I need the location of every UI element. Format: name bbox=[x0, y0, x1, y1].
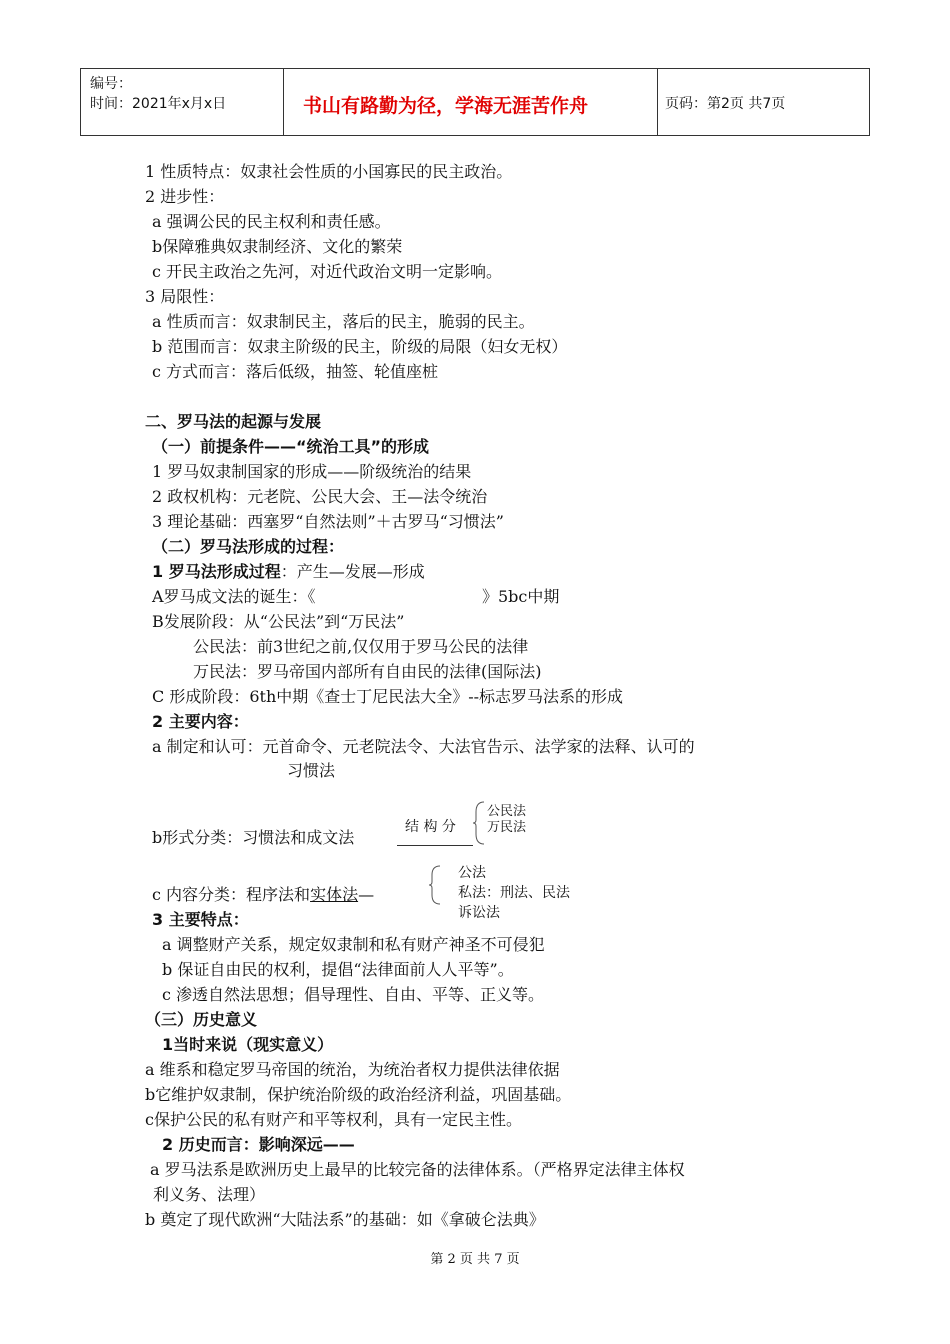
text-regular: c 内容分类：程序法和 bbox=[152, 885, 311, 904]
text-line: B发展阶段：从“公民法”到“万民法” bbox=[152, 612, 405, 631]
text-line: a 调整财产关系，规定奴隶制和私有财产神圣不可侵犯 bbox=[162, 935, 545, 954]
text-line: 3 理论基础：西塞罗“自然法则”＋古罗马“习惯法” bbox=[152, 512, 504, 531]
text-line: a 性质而言：奴隶制民主，落后的民主，脆弱的民主。 bbox=[152, 312, 535, 331]
structure-label: 结 构 分 bbox=[405, 819, 456, 835]
subsection-heading: （三）历史意义 bbox=[145, 1010, 258, 1029]
text-line: c 渗透自然法思想；倡导理性、自由、平等、正义等。 bbox=[162, 985, 545, 1004]
text-regular: — bbox=[358, 885, 375, 904]
text-line: 》5bc中期 bbox=[482, 587, 560, 606]
subsection-heading: 3 主要特点： bbox=[152, 910, 249, 929]
brace-icon bbox=[428, 864, 442, 906]
section-heading: 二、罗马法的起源与发展 bbox=[145, 412, 322, 431]
text-line: a 强调公民的民主权利和责任感。 bbox=[152, 212, 391, 231]
text-line: b它维护奴隶制，保护统治阶级的政治经济利益，巩固基础。 bbox=[145, 1085, 572, 1104]
subsection-heading: 2 历史而言：影响深远—— bbox=[162, 1135, 355, 1154]
text-line: a 罗马法系是欧洲历史上最早的比较完备的法律体系。（严格界定法律主体权 bbox=[150, 1160, 685, 1179]
text-line: 2 政权机构：元老院、公民大会、王—法令统治 bbox=[152, 487, 488, 506]
header-motto-cell bbox=[283, 69, 658, 135]
text-line: 1 性质特点：奴隶社会性质的小国寡民的民主政治。 bbox=[145, 162, 513, 181]
header-motto: 书山有路勤为径，学海无涯苦作舟 bbox=[303, 95, 589, 117]
header-info-cell bbox=[81, 69, 284, 135]
header-number-label: 编号： bbox=[90, 76, 132, 92]
text-line: 公民法：前3世纪之前,仅仅用于罗马公民的法律 bbox=[193, 637, 529, 656]
subsection-heading: （一）前提条件——“统治工具”的形成 bbox=[152, 437, 430, 456]
subitem: 私法：刑法、民法 bbox=[458, 885, 570, 901]
text-line: 2 进步性： bbox=[145, 187, 225, 206]
text-line: 万民法：罗马帝国内部所有自由民的法律(国际法) bbox=[193, 662, 542, 681]
text-line: b 保证自由民的权利，提倡“法律面前人人平等”。 bbox=[162, 960, 514, 979]
text-line: a 维系和稳定罗马帝国的统治，为统治者权力提供法律依据 bbox=[145, 1060, 560, 1079]
subitem: 公民法 bbox=[487, 804, 527, 819]
text-line: b 奠定了现代欧洲“大陆法系”的基础：如《拿破仑法典》 bbox=[145, 1210, 545, 1229]
header-date: 时间：2021年x月x日 bbox=[90, 96, 227, 112]
subitem: 万民法 bbox=[487, 820, 527, 835]
subitem: 诉讼法 bbox=[458, 905, 500, 921]
text-line: c 方式而言：落后低级，抽签、轮值座桩 bbox=[152, 362, 439, 381]
page-header bbox=[80, 68, 870, 136]
text-underlined: 实体法 bbox=[310, 885, 359, 904]
subsection-heading: 2 主要内容： bbox=[152, 712, 249, 731]
page-footer: 第 2 页 共 7 页 bbox=[430, 1252, 520, 1267]
text-line: A罗马成文法的诞生：《 bbox=[152, 587, 316, 606]
text-line: 3 局限性： bbox=[145, 287, 225, 306]
text-line: C 形成阶段：6th中期《查士丁尼民法大全》--标志罗马法系的形成 bbox=[152, 687, 624, 706]
subsection-heading: 1当时来说（现实意义） bbox=[162, 1035, 334, 1054]
text-line: c保护公民的私有财产和平等权利，具有一定民主性。 bbox=[145, 1110, 522, 1129]
text-bold: 1 罗马法形成过程 bbox=[152, 562, 281, 581]
text-line bbox=[152, 885, 374, 904]
subsection-heading: （二）罗马法形成的过程： bbox=[152, 537, 345, 556]
subitem: 公法 bbox=[458, 865, 486, 881]
structure-line bbox=[397, 845, 473, 846]
text-line bbox=[152, 562, 425, 581]
text-line: b保障雅典奴隶制经济、文化的繁荣 bbox=[152, 237, 403, 256]
brace-icon bbox=[472, 800, 486, 846]
text-line: c 开民主政治之先河，对近代政治文明一定影响。 bbox=[152, 262, 503, 281]
text-line: 1 罗马奴隶制国家的形成——阶级统治的结果 bbox=[152, 462, 472, 481]
text-line: b 范围而言：奴隶主阶级的民主，阶级的局限（妇女无权） bbox=[152, 337, 568, 356]
text-line: 利义务、法理） bbox=[153, 1185, 266, 1204]
text-regular: ：产生—发展—形成 bbox=[280, 562, 425, 581]
text-line: a 制定和认可：元首命令、元老院法令、大法官告示、法学家的法释、认可的 bbox=[152, 737, 695, 756]
text-line: b形式分类：习惯法和成文法 bbox=[152, 828, 355, 847]
clipped-subitem bbox=[458, 902, 578, 921]
header-page-number: 页码：第2页 共7页 bbox=[665, 96, 786, 112]
text-line: 习惯法 bbox=[287, 761, 336, 780]
